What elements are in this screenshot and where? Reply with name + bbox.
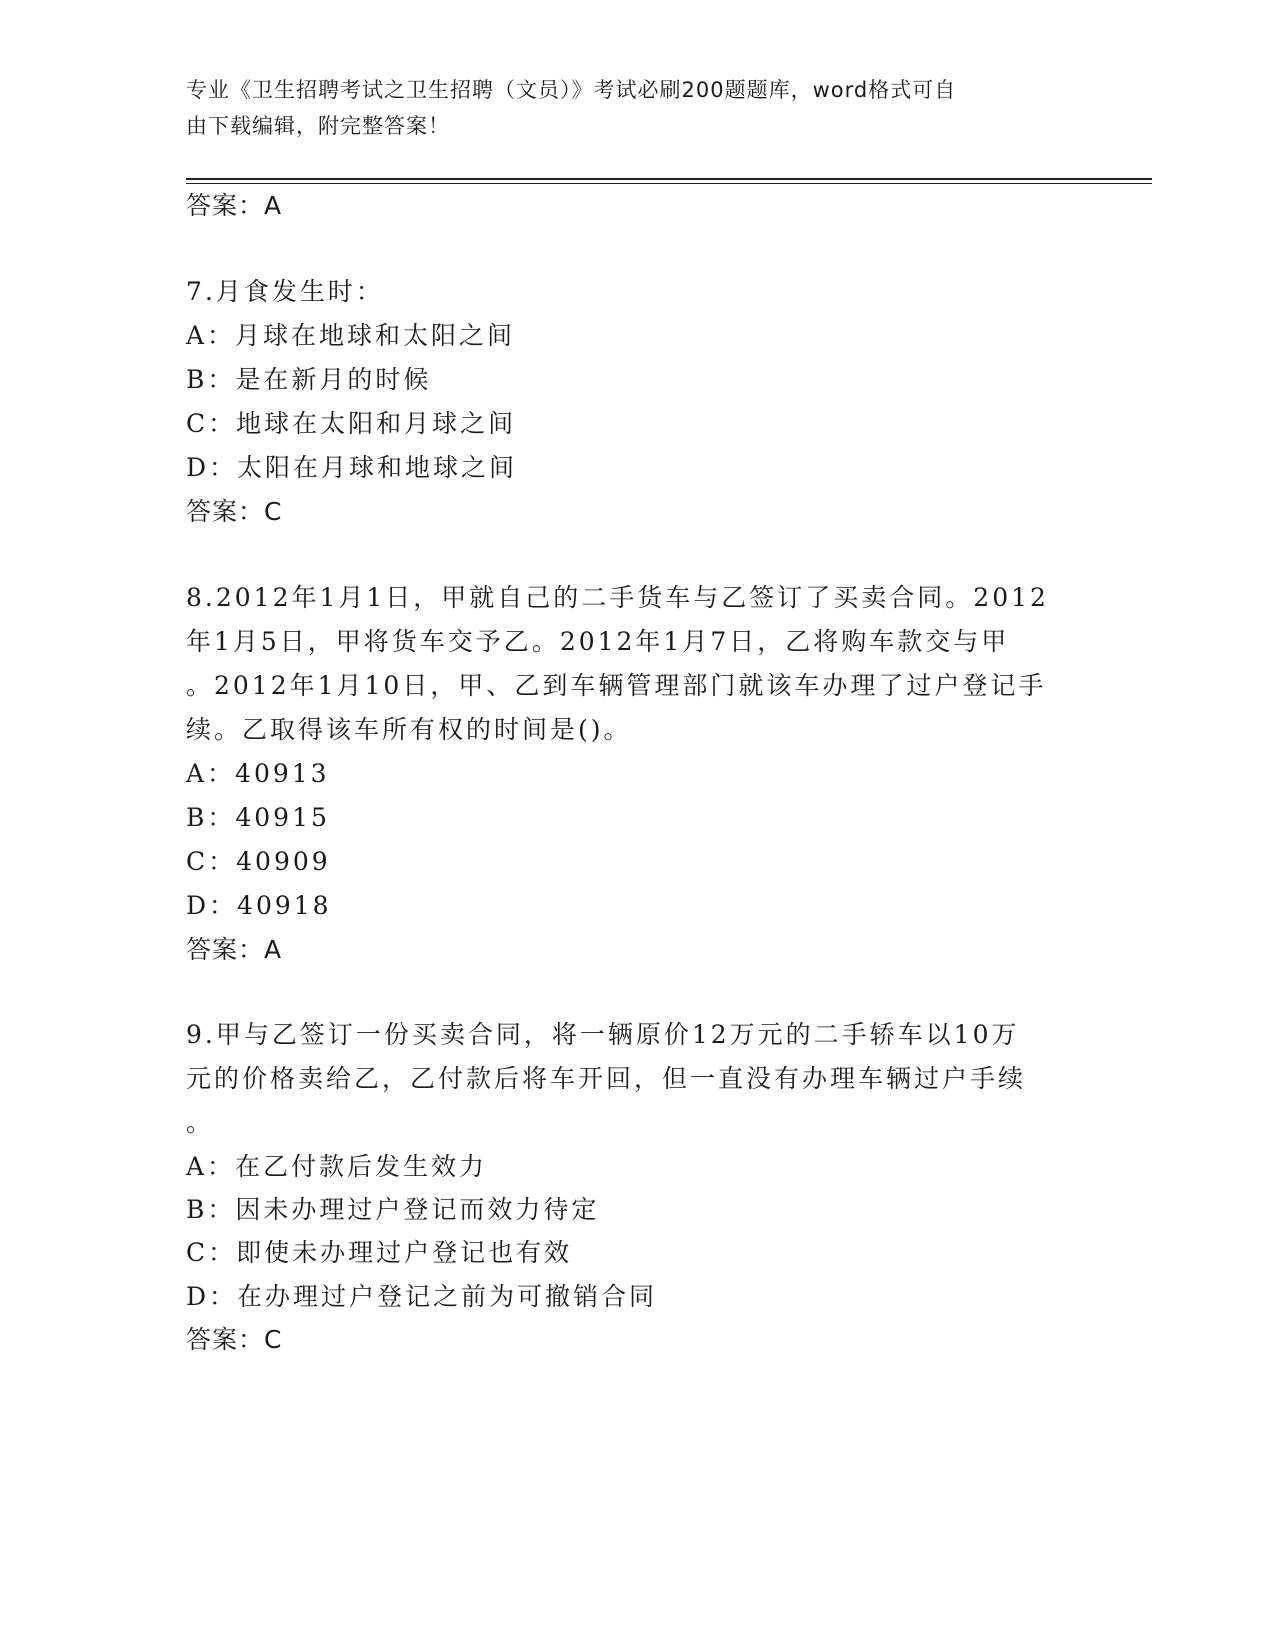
question-8-answer: 答案：A (186, 935, 283, 964)
question-9-stem-line-3: 。 (186, 1108, 215, 1137)
question-9-option-d: D：在办理过户登记之前为可撤销合同 (186, 1282, 658, 1311)
question-9-option-c: C：即使未办理过户登记也有效 (186, 1238, 573, 1267)
document-header (186, 72, 1066, 144)
question-8-option-a: A：40913 (186, 759, 330, 788)
question-7-option-b: B：是在新月的时候 (186, 365, 432, 394)
question-9-stem-line-2: 元的价格卖给乙，乙付款后将车开回，但一直没有办理车辆过户手续 (186, 1064, 1027, 1093)
question-8-stem-line-2: 年1月5日，甲将货车交予乙。2012年1月7日，乙将购车款交与甲 (186, 627, 1010, 656)
question-9-option-a: A：在乙付款后发生效力 (186, 1152, 488, 1181)
header-line-2: 由下载编辑，附完整答案！ (186, 114, 450, 138)
question-8-stem-line-3: 。2012年1月10日，甲、乙到车辆管理部门就该车办理了过户登记手 (186, 671, 1047, 700)
question-7-stem: 7.月食发生时： (186, 277, 384, 306)
question-7-option-c: C：地球在太阳和月球之间 (186, 409, 517, 438)
question-7-option-a: A：月球在地球和太阳之间 (186, 321, 516, 350)
question-9-option-b: B：因未办理过户登记而效力待定 (186, 1195, 600, 1224)
question-8-stem-line-4: 续。乙取得该车所有权的时间是()。 (186, 715, 632, 744)
question-8-option-b: B：40915 (186, 803, 330, 832)
previous-answer: 答案：A (186, 191, 283, 220)
question-9-answer: 答案：C (186, 1325, 283, 1354)
header-divider-thin (186, 183, 1152, 184)
question-9-stem-line-1: 9.甲与乙签订一份买卖合同，将一辆原价12万元的二手轿车以10万 (186, 1020, 1020, 1049)
header-divider-thick (186, 178, 1152, 180)
question-8-option-d: D：40918 (186, 891, 332, 920)
question-8-stem-line-1: 8.2012年1月1日，甲就自己的二手货车与乙签订了买卖合同。2012 (186, 583, 1049, 612)
header-line-1: 专业《卫生招聘考试之卫生招聘（文员）》考试必刷200题题库，word格式可自 (186, 78, 957, 102)
question-8-option-c: C：40909 (186, 847, 331, 876)
question-7-answer: 答案：C (186, 497, 283, 526)
question-7-option-d: D：太阳在月球和地球之间 (186, 453, 518, 482)
